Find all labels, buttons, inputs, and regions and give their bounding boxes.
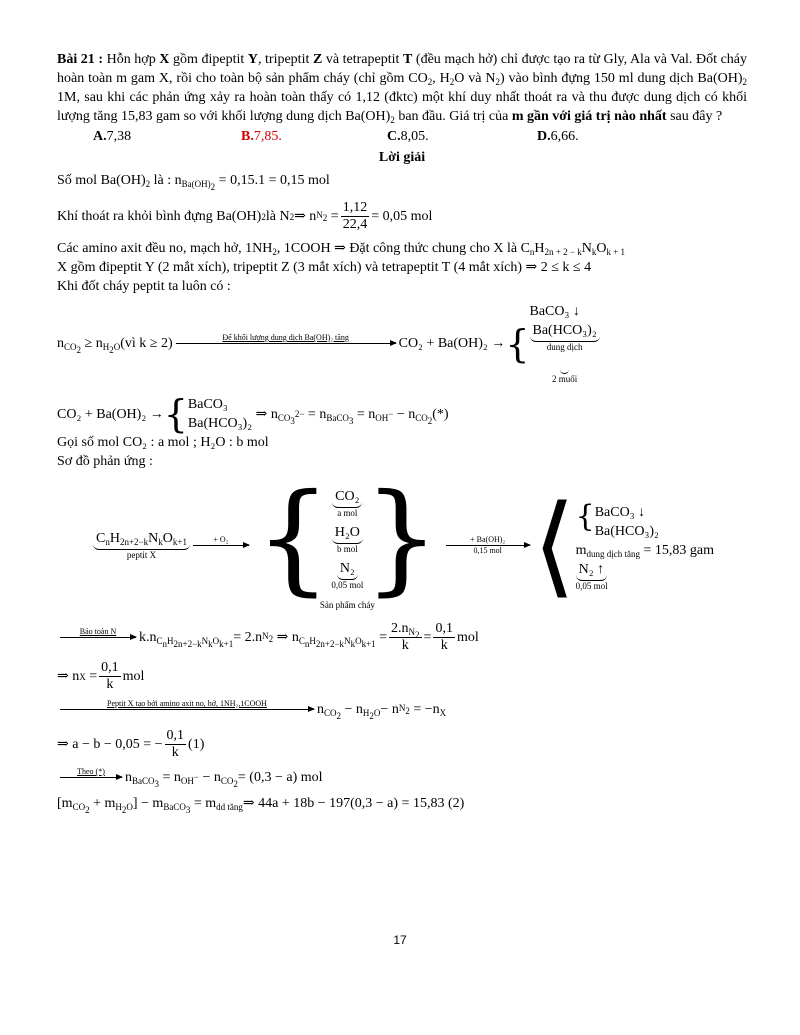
reaction-scheme: $C_nH_{2n+2-k}N_kO_{k+1}$ peptit X + O₂ { CO₂ a mol H₂O b mol N₂ 0,05 mol } Sản phẩm cháy + Ba(OH)₂ 0,15 mol ⟨ { BaCO₃ ↓ Ba(HCO₃)₂ $m_{dung dịch tăng} = 15,83$ gam N₂ ↑ 0,05 mol — [57, 479, 747, 611]
equation-2: $[m_{CO_2} + m_{H_2O}] - m_{BaCO_3} = m_{dd tăng}$ ⇒ 44a + 18b − 197(0,3 − a) = 15,83 (2) — [57, 796, 465, 815]
option-d: D.6,66. — [537, 129, 579, 144]
option-c: C.8,05. — [387, 129, 429, 144]
line-combustion-intro: Khi đốt cháy peptit ta luôn có : — [57, 279, 231, 294]
line-general-formula: Các amino axit đều no, mạch hở, $1NH_2$, 1COOH ⇒ Đặt công thức chung cho X là $C_nH_{2n + 2 - k}N_kO_{k + 1}$ — [57, 241, 626, 257]
line-k-range: X gồm đipeptit Y (2 mắt xích), tripeptit Z (3 mắt xích) và tetrapeptit T (4 mắt xích) ⇒ 2 ≤ k ≤ 4 — [57, 260, 592, 275]
line-nx: ⇒ n X = $\frac{0,1}{k}$ mol — [57, 660, 145, 692]
document-page — [57, 50, 747, 813]
line-carbonate-eq: CO₂ + Ba(OH)₂ → { BaCO₃ Ba(HCO₃)₂ ⇒ $n_{CO_3^{2-}} = n_{BaCO_3} = n_{OH^-} - n_{CO_2}$ (*) — [57, 392, 449, 436]
line-scheme-title: Sơ đồ phản ứng : — [57, 454, 153, 469]
line-peptide-relation: Peptit X tạo bởi amino axit no, hở, 1NH₂,1COOH $n_{CO_2} - n_{H_2O}$ − n $N_2$ = $-n_X$ — [57, 699, 747, 720]
line-define-ab: Gọi số mol CO₂ : a mol ; H₂O : b mol — [57, 435, 269, 450]
option-b: B.7,85. — [241, 129, 282, 144]
equation-1: ⇒ a − b − 0,05 = − $\frac{0,1}{k}$ (1) — [57, 728, 205, 760]
answer-options — [93, 127, 747, 146]
question-emphasis: m gần với giá trị nào nhất — [511, 109, 667, 124]
line-ba-oh2-mol: Số mol $Ba(OH)_2$ là : $n_{Ba(OH)_2} = 0,15.1 = 0,15$ mol — [57, 173, 330, 192]
line-n2: Khí thoát ra khỏi bình đựng Ba(OH) 2 là N 2 ⇒ n $N_2$ = $\frac{1,12}{22,4}$ = 0,05 mol — [57, 200, 433, 232]
option-a: A.7,38 — [93, 129, 132, 144]
problem-label: Bài 21 : — [57, 52, 104, 67]
line-co2-h2o-compare: $n_{CO_2} \ge n_{H_2O}$ (vì k ≥ 2) Để khối lượng dung dịch Ba(OH)₂ tăng CO₂ + Ba(OH)₂ → { BaCO₃ ↓ Ba(HCO₃)₂ dung dịch 2 muối — [57, 302, 747, 385]
solution-title: Lời giải — [378, 150, 426, 165]
condition-arrow: Để khối lượng dung dịch Ba(OH)₂ tăng — [176, 333, 396, 354]
line-nitrogen-balance: Bảo toàn N $k.n_{C_nH_{2n+2-k}N_kO_{k+1}}$ = 2.n $N_2$ ⇒ $n_{C_nH_{2n+2-k}N_kO_{k+1}}$ = $\frac{2.n_{N_2}}{k}$ = $\frac{0,1}{k}$ mol — [57, 621, 747, 654]
page-number: 17 — [393, 933, 407, 947]
line-baco3: Theo (*) $n_{BaCO_3} = n_{OH^-} - n_{CO_2}$ = (0,3 − a) mol — [57, 767, 747, 788]
problem-statement: Bài 21 : Hỗn hợp X gồm đipeptit Y, tripeptit Z và tetrapeptit T (đều mạch hở) chỉ được tạo ra từ Gly, Ala và Val. Đốt cháy hoàn toàn m gam X, rồi cho toàn bộ sản phẩm cháy (chỉ gồm $CO_2$, $H_2O$ và $N_2$) vào bình đựng 150 ml dung dịch $Ba(OH)_2$ 1M, sau khi các phản ứng xảy ra hoàn toàn thấy có 1,12 (đktc) một khí duy nhất thoát ra và thu được dung dịch có khối lượng tăng 15,83 gam so với khối lượng dung dịch $Ba(OH)_2$ ban đầu. Giá trị của m gần với giá trị nào nhất sau đây ? — [57, 52, 748, 125]
